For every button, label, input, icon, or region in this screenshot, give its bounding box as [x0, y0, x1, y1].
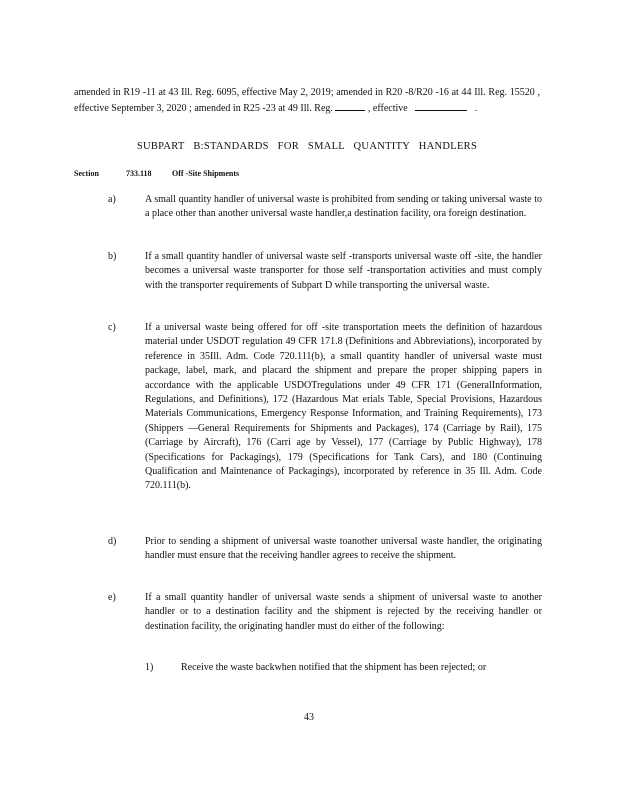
subsection-label: a): [108, 194, 116, 205]
section-label: Section: [74, 169, 99, 178]
amendment-effective: effective: [372, 102, 408, 114]
blank-line-effective: [415, 101, 467, 111]
subpart-heading: SUBPART B:STANDARDS FOR SMALL QUANTITY HANDLERS: [136, 141, 478, 152]
subsection-text: If a small quantity handler of universal waste self -transports universal waste off -site, the handler becomes a universal waste transporter for those self -transportation activities and must comply with the transporter requirements of Subpart D while transporting the universal waste.: [145, 251, 542, 291]
subsection-text: If a small quantity handler of universal waste sends a shipment of universal waste to another handler or to a destination facility and the shipment is rejected by the receiving handler or destination facility, the originating handler must do either of the following:: [145, 592, 542, 632]
amendment-comma: ,: [367, 102, 371, 114]
subsection-label: b): [108, 251, 117, 262]
page-number: 43: [304, 712, 314, 723]
subsection-label: e): [108, 592, 116, 603]
subsection-label: c): [108, 322, 116, 333]
subsection-text: Prior to sending a shipment of universal waste toanother universal waste handler, the originating handler must ensure that the receiving handler agrees to receive the shipment.: [145, 536, 542, 562]
subsection-text: If a universal waste being offered for off -site transportation meets the definition of hazardous material under USDOT regulation 49 CFR 171.8 (Definitions and Abbreviations), incorporated by reference in 35Ill. Adm. Code 720.111(b), a small quantity handler of universal waste must package, label, mark, and placard the shipment and prepare the proper shipping papers in accordance with the applicable USDOTregulations under 49 CFR 171 (GeneralInformation, Regulations, and Definitions), 172 (Hazardous Mat erials Table, Special Provisions, Hazardous Materials Communications, Emergency Response Information, and Training Requirements), 173 (Shippers —General Requirements for Shipments and Packages), 174 (Carriage by Rail), 175 (Carriage by Aircraft), 176 (Carri age by Vessel), 177 (Carriage by Public Highway), 178 (Specifications for Packagings), 179 (Specifications for Tank Cars), and 180 (Continuing Qualification and Maintenance of Packagings), incorporated by reference in 35 Ill. Adm. Code 720.111(b).: [145, 322, 542, 492]
subitem-text: Receive the waste backwhen notified that the shipment has been rejected; or: [181, 662, 487, 673]
subitem-label: 1): [145, 662, 154, 673]
amendment-history: [74, 86, 540, 116]
blank-line: [335, 101, 365, 111]
section-number: 733.118: [126, 169, 152, 178]
amendment-text: amended in R19 -11 at 43 Ill. Reg. 6095, effective May 2, 2019; amended in R20 -8/R20 -16 at 44 Ill. Reg. 15520 , effective September 3, 2020 ; amended in R25 -23 at 49 Ill. Reg.: [74, 87, 540, 114]
section-title: Off -Site Shipments: [172, 169, 240, 178]
section-heading: [74, 169, 239, 178]
amendment-period: .: [474, 102, 478, 114]
subsection-text: A small quantity handler of universal waste is prohibited from sending or taking universal waste to a place other than another universal waste handler,a destination facility, ora foreign destination.: [145, 194, 542, 220]
subsection-label: d): [108, 536, 117, 547]
